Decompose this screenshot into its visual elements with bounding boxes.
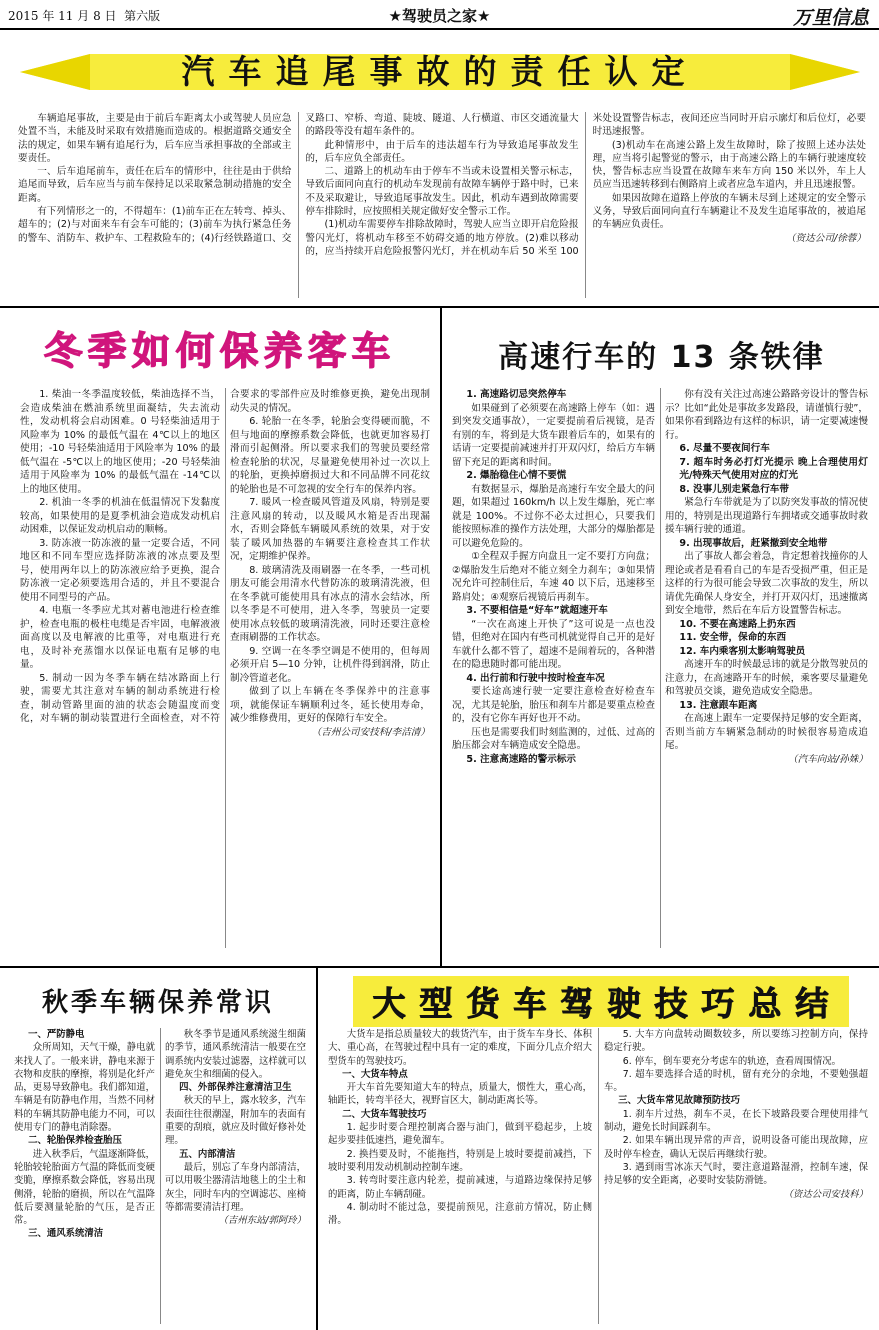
paragraph: 6. 停车，倒车要充分考虑车的轨迹，查看周围情况。 [622, 1055, 841, 1067]
paragraph: 6. 轮胎一在冬季，轮胎会变得硬而脆，不但与地面的摩擦系数会降低，也就更加容易打滑而引起侧滑。所以要求我们的驾驶员要经常检查轮胎的状况，尽量避免使用补过一次以上的轮胎，更换掉磨损过大和不同品牌不同花纹的轮胎也是不可忽视的安全行车的保养内容。 [230, 416, 430, 495]
subheading: 13. 注意跟车距离 [679, 699, 758, 711]
subheading: 3. 不要相信是“好车”就超速开车 [466, 605, 608, 616]
divider [440, 306, 442, 966]
paragraph: 5. 制动一因为冬季车辆在结冰路面上行驶，需要尤其注意对车辆的制动系统进行检查，制动管路里面的油的状态会随温度而变化，对车辆的制动装置进行全面检查，对不符合要求的零部件应及时维修更换，避免出现制动失灵的情况。 [20, 389, 430, 724]
paragraph: 5. 大车方向盘转动圈数较多，所以要练习控制方向，保持稳定行驶。 [604, 1029, 868, 1054]
a5-title: 大型货车驾驶技巧总结 [353, 976, 849, 1027]
paragraph: 秋天的早上，露水较多，汽车表面往往很潮湿，附加车的表面有重要的刮痕，就应及时做好修补处理。 [165, 1095, 306, 1147]
paragraph: 众所周知，天气干燥，静电就来找人了。一般来讲，静电来源于衣物和皮肤的摩擦，将别是化纤产品，更易导致静电。我们都知道，车辆是有防静电作用，当然不同材料的车辆其防静电能力不同，可以使用专门的静电消除器。 [14, 1042, 155, 1134]
subheading: 五、内部清洁 [179, 1148, 236, 1160]
a5-title-wrap [322, 976, 879, 1030]
paragraph: 如果碰到了必须要在高速路上停车（如：遇到突发交通事故），一定要提前看后视镜，是否有别的车，将到是大货车跟着后车的，如果有的话请一定要提前减速并打开双闪灯，给后方车辆留下充足的距离和时间。 [452, 402, 655, 468]
paragraph: 有下列情形之一的，不得超车：(1)前车正在左转弯、掉头、超车的；(2)与对面来车有会车可能的；(3)前车为执行紧急任务的警车、消防车、救护车、工程救险车的；(4)行经铁路道口、交叉路口、窄桥、弯道、陡坡、隧道、人行横道、市区交通流量大的路段等没有超车条件的。 [18, 113, 579, 244]
paragraph: 8. 玻璃清洗及雨刷器一在冬季，一些司机朋友可能会用清水代替防冻的玻璃清洗液，但在冬季就可能使用具有冰点的清水会结冰，所以冬季是不可使用，进入冬季，驾驶员一定要使用冰点较低的玻璃清洗液，同时还要注意检查雨刷器的工作状态。 [230, 564, 430, 643]
a3-title: 高速行车的 13 条铁律 [498, 340, 825, 375]
paragraph: 2. 如果车辆出现异常的声音，说明设备可能出现故障，应及时停车检查，确认无误后再继续行驶。 [604, 1135, 868, 1160]
subheading: 9. 出现事故后，赶紧撤到安全地带 [679, 537, 828, 549]
paragraph: 7. 超车要选择合适的时机，留有充分的余地，不要勉强超车。 [604, 1068, 868, 1094]
a1-title-banner [20, 38, 860, 106]
paragraph: 开大车首先要知道大车的特点，质量大，惯性大，重心高，轴距长，转弯半径大，视野盲区大，制动距离长等。 [328, 1082, 592, 1107]
subheading: 5. 注意高速路的警示标示 [466, 753, 576, 765]
subheading: 11. 安全带，保命的东西 [679, 632, 787, 643]
paragraph: “一次在高速上开快了”这可说是一点也没错，但绝对在国内有些司机就觉得自己开的是好车就什么都不管了，超速不是闹着玩的，各种潜在的隐患随时都可能出现。 [452, 618, 655, 670]
paragraph: 1. 柴油一冬季温度较低，柴油选择不当，会造成柴油在燃油系统里面凝结，失去流动性，发动机将会启动困难。0 号轻柴油适用于风险率为 10% 的最低气温在 4℃以上的地区使用；-10 号轻柴油适用于风险率为 10% 的最低气温在 -5℃以上的地区使用；-20 号轻柴油适用于风险率为 10% 的最低气温在 -14℃以上的地区使用。 [20, 389, 220, 495]
paragraph: (1)机动车需要停车排除故障时，驾驶人应当立即开启危险报警闪光灯，将机动车移至不妨碍交通的地方停放。(2)难以移动的，应当持续开启危险报警闪光灯，并在机动车后 50 米至 100 米处设置警告标志，夜间还应当同时开启示廓灯和后位灯，必要时迅速报警。 [305, 113, 866, 257]
paragraph: 在高速上跟车一定要保持足够的安全距离，否则当前方车辆紧急制动的时候很容易造成追尾。 [665, 713, 868, 751]
paragraph: 大货车是指总质量较大的载货汽车，由于货车车身长、体积大、重心高，在驾驶过程中具有一定的难度，下面分几点介绍大型货车的驾驶技巧。 [328, 1029, 592, 1067]
paragraph: 高速开车的时候最忌讳的就是分散驾驶员的注意力，在高速路开车的时候，乘客要尽量避免和驾驶员交谈，避免造成安全隐患。 [665, 659, 868, 697]
subheading: 2. 爆胎稳住心情不要慌 [466, 470, 567, 481]
paragraph: 车辆追尾事故，主要是由于前后车距离太小或驾驶人员应急处置不当，未能及时采取有效措施而造成的。根据道路交通安全法的规定，如果车辆有追尾行为，后车应当承担事故的全部或主要责任。 [18, 113, 292, 164]
page-header [0, 0, 879, 30]
subheading: 7. 超车时务必打灯光提示 晚上合理使用灯光/特殊天气使用对应的灯光 [679, 456, 868, 481]
byline: （汽车向站/孙姝） [788, 753, 868, 765]
paragraph: 你有没有关注过高速公路路旁设计的警告标示？比如“此处是事故多发路段，请谨慎行驶”，如果你看到路边有这样的标识，请一定要减速慢行。 [665, 389, 868, 441]
paragraph: 此种情形中，由于后车的违法超车行为导致追尾事故发生的，后车应负全部责任。 [305, 139, 579, 164]
a2-body [20, 388, 430, 948]
paragraph: 2. 机油一冬季的机油在低温情况下发黏度较高，如果使用的是夏季机油会造成发动机启动困难，以保证发动机启动的顺畅。 [20, 497, 220, 535]
issue-date: 2015 年 11 月 8 日 第六版 [8, 9, 161, 23]
subheading: 12. 车内乘客别太影响驾驶员 [679, 645, 806, 657]
paragraph: 一、后车追尾前车，责任在后车的情形中，往往是由于供给追尾而导致，后车应当与前车保持足以采取紧急制动措施的安全距离。 [18, 166, 292, 204]
paragraph: 做到了以上车辆在冬季保养中的注意事项，就能保证车辆顺利过冬，延长使用寿命，减少维修费用，更好的保障行车安全。 [230, 686, 430, 724]
subheading: 一、严防静电 [28, 1029, 85, 1040]
subheading: 二、大货车驾驶技巧 [342, 1108, 427, 1120]
paragraph: 1. 起步时要合理控制离合器与油门，做到平稳起步，上坡起步要挂低速挡，避免溜车。 [328, 1122, 592, 1147]
column-name: ★驾驶员之家★ [388, 7, 491, 25]
paragraph: 最后，别忘了车身内部清洁，可以用吸尘器清洁地毯上的尘土和灰尘，同时车内的空调滤芯、座椅等都需要清洁打理。 [165, 1161, 306, 1213]
subheading: 8. 没事儿别走紧急行车带 [679, 483, 789, 495]
paragraph: 3. 转弯时要注意内轮差，提前减速，与道路边缘保持足够的距离，防止车辆刮碰。 [328, 1175, 592, 1200]
subheading: 三、大货车常见故障预防技巧 [618, 1095, 740, 1107]
a2-title: 冬季如何保养客车 [43, 329, 396, 373]
subheading: 四、外部保养注意清洁卫生 [179, 1082, 292, 1094]
subheading: 10. 不要在高速路上扔东西 [679, 618, 796, 630]
subheading: 一、大货车特点 [342, 1068, 408, 1080]
a1-body [18, 112, 866, 298]
paragraph: 紧急行车带就是为了以防突发事故的情况使用的，特别是出现道路行车拥堵或交通事故时救援车辆行驶的通道。 [665, 497, 868, 535]
paragraph: 进入秋季后，气温逐渐降低，轮胎较轮胎面方气温的降低而变硬变脆，摩擦系数会降低，容易出现侧滑，轮胎的磨损，所以在气温降低后要测量轮胎的气压，是否正常。 [14, 1148, 155, 1227]
paragraph: 有数据显示，爆胎是高速行车安全最大的问题，如果超过 160km/h 以上发生爆胎，死亡率就是 100%。不过你不必太过担心，只要我们能按照标准的操作方法处理，大部分的爆胎都是可以避免危险的。 [452, 483, 655, 549]
paragraph: 3. 遇到雨雪冰冻天气时，要注意道路湿滑，控制车速，保持足够的安全距离，必要时安装防滑链。 [604, 1161, 868, 1187]
paragraph: 二、道路上的机动车由于停车不当或未设置相关警示标志，导致后面同向直行的机动车发现前有故障车辆停于路中时，已来不及采取避让，导致追尾事故发生。因此，机动车遇到故障需要停车排除时，应按照相关规定做好安全警示工作。 [305, 166, 579, 218]
subheading: 1. 高速路切忌突然停车 [466, 389, 567, 400]
subheading: 三、通风系统清洁 [28, 1228, 104, 1240]
a4-title: 秋季车辆保养常识 [41, 988, 274, 1018]
paragraph: 1. 刹车片过热，刹车不灵，在长下坡路段要合理使用排气制动，避免长时间踩刹车。 [604, 1108, 868, 1134]
a5-body [328, 1028, 868, 1324]
paragraph: 要长途高速行驶一定要注意检查好检查车况，尤其是轮胎，胎压和刹车片都是要重点检查的，没有它你车再好也开不动。 [452, 686, 655, 724]
subheading: 4. 出行前和行驶中按时检查车况 [466, 672, 605, 684]
paragraph: 如果因故障在道路上停放的车辆未尽到上述规定的安全警示义务，导致后面同向直行车辆避让不及发生追尾事故的，被追尾的车辆应负责任。 [592, 192, 866, 231]
byline: （吉州东站/郭阿玲） [218, 1215, 306, 1227]
byline: （吉州公司安技科/李洁清） [311, 726, 430, 738]
a4-body [14, 1028, 306, 1324]
byline: （资达公司安技科） [783, 1188, 868, 1200]
divider [0, 966, 879, 968]
a3-body [452, 388, 868, 948]
divider [316, 966, 318, 1330]
paragraph: 出了事故人都会着急，肯定想着找撞你的人理论或者是看看自己的车是否受损严重，但正是这样的行为很可能会导致二次事故的发生，所以请优先确保人身安全，并打开双闪灯，迅速撤离到安全地带，然后在车后方设置警告标志。 [665, 551, 868, 616]
paper-name: 万里信息 [792, 7, 869, 29]
paragraph: 9. 空调一在冬季空调是不使用的，但每周必须开启 5—10 分钟，让机件得到润滑，防止制冷管道老化。 [230, 645, 430, 684]
paragraph: (3)机动车在高速公路上发生故障时，除了按照上述办法处理，应当将引起警觉的警示，由于高速公路上的车辆行驶速度较快，警告标志应当设置在故障车来车方向 150 米以外，车上人员应当迅速转移到右侧路肩上或者应急车道内，并且迅速报警。 [592, 139, 866, 191]
paragraph: 3. 防冻液一防冻液的量一定要合适，不同地区和不同车型应选择防冻液的冰点要及型号，使用两年以上的防冻液应给予更换，混合防冻液一定必须要选用合适的，并且不要混合使用不同型号的产品。 [20, 537, 220, 603]
paragraph: 2. 换挡要及时，不能拖挡，特别是上坡时要提前减挡，下坡时要利用发动机制动控制车速。 [328, 1148, 592, 1173]
subheading: 二、轮胎保养检查胎压 [28, 1135, 122, 1147]
paragraph: 7. 暖风一检查暖风管道及风扇，特别是要注意风扇的转动，以及暖风水箱是否出现漏水，否则会降低车辆暖风系统的效果，对于安装了暖风加热器的车辆要注意检查其工作状况，定期维护保养。 [230, 497, 430, 562]
byline: （资达公司/徐蓉） [786, 232, 866, 244]
subheading: 6. 尽量不要夜间行车 [679, 443, 770, 454]
paragraph: 压也是需要我们时刻监测的，过低、过高的胎压都会对车辆造成安全隐患。 [452, 726, 655, 751]
paragraph: 秋冬季节是通风系统滋生细菌的季节，通风系统清洁一般要在空调系统内安装过滤器，这样就可以避免灰尘和细菌的侵入。 [165, 1029, 306, 1080]
paragraph: 4. 电瓶一冬季应尤其对蓄电池进行检查维护，检查电瓶的极柱电缆是否牢固，电解液液面高度以及电解液的比重等，对电瓶进行充电，及时补充蒸馏水以保证电瓶有足够的电量。 [20, 605, 220, 670]
a1-title: 汽车追尾事故的责任认定 [181, 52, 699, 91]
paragraph: ①全程双手握方向盘且一定不要打方向盘；②爆胎发生后绝对不能立刻全力刹车；③如果情况允许可控制住后，车速 40 以下后，迅速移至路肩处；④观察后视镜后再刹车。 [452, 551, 655, 603]
paragraph: 4. 制动时不能过急，要提前预见，注意前方情况，防止侧滑。 [328, 1201, 592, 1227]
